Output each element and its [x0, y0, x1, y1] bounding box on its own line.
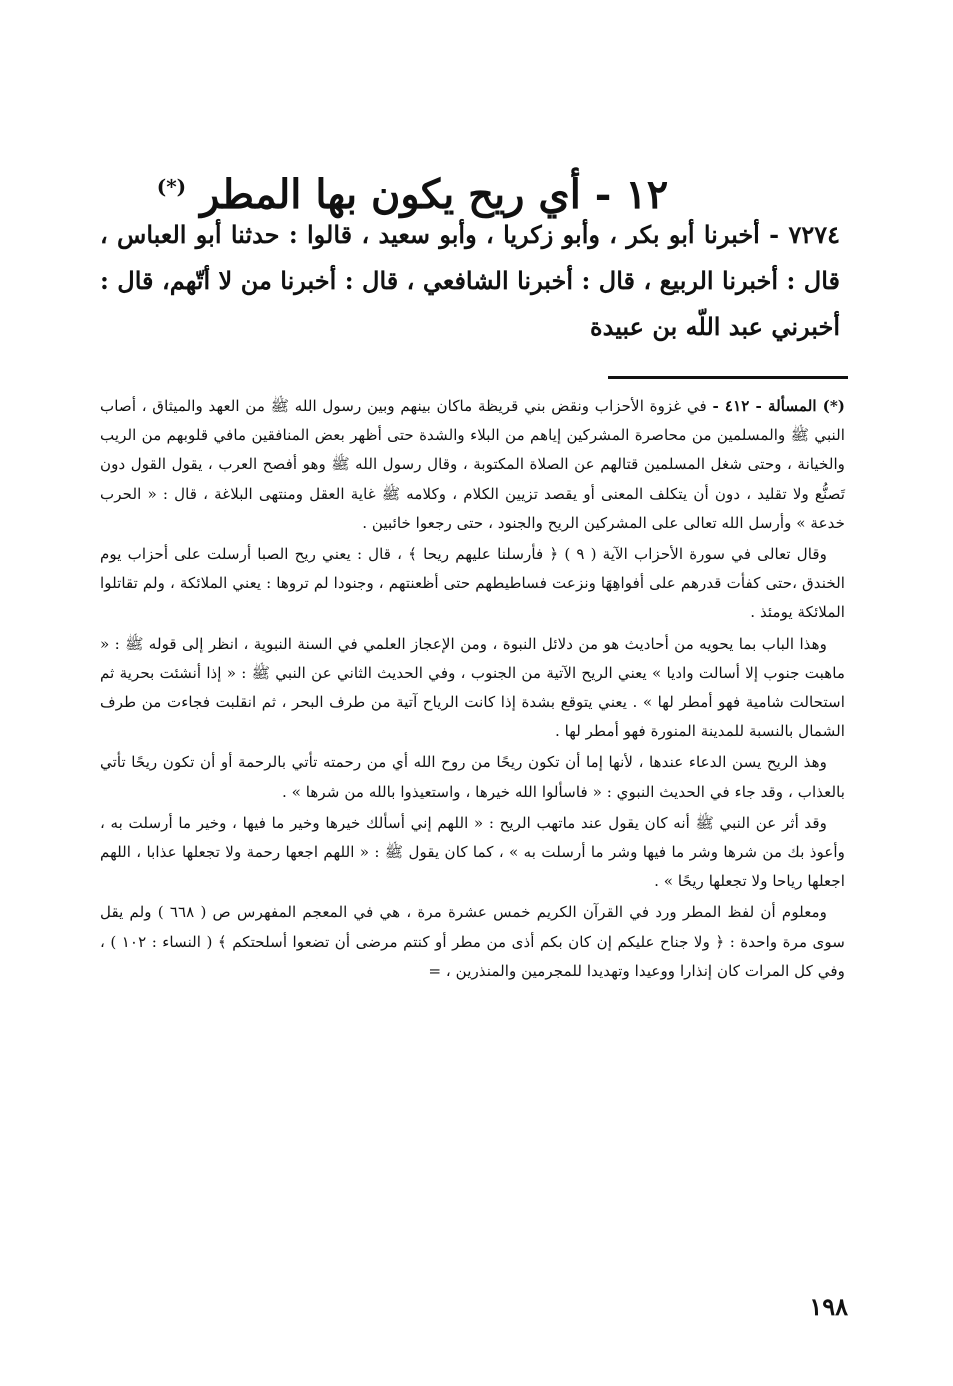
footnote-paragraph-text: في غزوة الأحزاب ونقض بني قريظة ماكان بينهم وبين رسول الله ﷺ من العهد والميثاق ، أصاب النبي ﷺ والمسلمين من محاصرة المشركين إياهم من البلاء والشدة حتى أظهر بعض المنافقين مافي قلوبهم من الريب والخيانة ، وحتى شغل المسلمين قتالهم عن الصلاة المكتوبة ، وقال رسول الله ﷺ وهو أفصح العرب ، يقول القول دون تَصنُّع ولا تقليد ، دون أن يتكلف المعنى أو يقصد تزيين الكلام ، وكلامه ﷺ غاية العقل ومنتهى البلاغة ، قال : « الحرب خدعة » وأرسل الله تعالى على المشركين الريح والجنود ، حتى رجعوا خائبين .: [100, 397, 845, 532]
chapter-title-text: ١٢ - أي ريح يكون بها المطر: [200, 170, 669, 218]
title-footnote-marker: (*): [156, 174, 187, 199]
footnote-divider: [608, 376, 848, 379]
footnote-paragraph: ومعلوم أن لفظ المطر ورد في القرآن الكريم خمس عشرة مرة ، هي في المعجم المفهرس ص ( ٦٦٨ ) ولم يقل سوى مرة واحدة : ﴿ ولا جناح عليكم إن كان بكم أذى من مطر أو كنتم مرضى أن تضعوا أسلحتكم ﴾ ( النساء : ١٠٢ ) ، وفي كل المرات كان إنذارا ووعيدا وتهديدا للمجرمين والمنذرين ، =: [100, 903, 846, 980]
footnote-paragraph: وهذا الباب بما يحويه من أحاديث هو من دلائل النبوة ، ومن الإعجاز العلمي في السنة النبوية ، انظر إلى قوله ﷺ : « ماهبت جنوب إلا أسالت واديا » يعني الريح الآتية من الجنوب ، وفي الحديث الثاني عن النبي ﷺ : « إذا أنشئت بحرية ثم استحالت شامية فهو أمطر لها » . يعني يتوقع بشدة إذا كانت الرياح آتية من طرف البحر ، ثم انقلبت فجاءت من طرف الشمال بالنسبة للمدينة المنورة فهو أمطر لها .: [100, 634, 845, 741]
footnote-block: [100, 392, 845, 986]
footnote-paragraph: وقال تعالى في سورة الأحزاب الآية ( ٩ ) ﴿ فأرسلنا عليهم ريحا ﴾ ، قال : يعني ريح الصبا أرسلت على أحزاب يوم الخندق ،حتى كفأت قدرهم على أفواهِهَا ونزعت فساطيطهم حتى أظعنتهم ، وجنودا لم تروها : يعني الملائكة ، ولم تقاتلوا الملائكة يومئذ .: [100, 545, 845, 622]
hadith-text-block: [100, 212, 840, 350]
footnote-paragraph: وهذ الريح يسن الدعاء عندها ، لأنها إما أن تكون ريحًا من روح الله أي من رحمته تأتي بالرحمة أو أن تكون ريحًا تأتي بالعذاب ، وقد جاء في الحديث النبوي : « فاسألوا الله خيرها ، واستعيذوا بالله من شرها » .: [100, 753, 845, 801]
hadith-text: ٧٢٧٤ - أخبرنا أبو بكر ، وأبو زكريا ، وأبو سعيد ، قالوا : حدثنا أبو العباس ، قال : أخبرنا الربيع ، قال : أخبرنا الشافعي ، قال : أخبرنا من لا أتّهم، قال : أخبرني عبد اللّه بن عبيدة: [100, 220, 841, 341]
footnote-marker-label: (*) المسألة - ٤١٢ -: [712, 397, 845, 415]
footnote-paragraph: وقد أثر عن النبي ﷺ أنه كان يقول عند ماتهب الريح : « اللهم إني أسألك خيرها وخير ما فيها ، وخير ما أرسلت به ، وأعوذ بك من شرها وشر ما فيها وشر ما أرسلت به » ، كما كان يقول ﷺ : « اللهم اجعها رحمة ولا تجعلها عذابا ، اللهم اجعلها رياحا ولا تجعلها ريحًا » .: [100, 813, 845, 891]
page-number: ١٩٨: [809, 1292, 848, 1321]
footnote-paragraph: [100, 392, 845, 538]
